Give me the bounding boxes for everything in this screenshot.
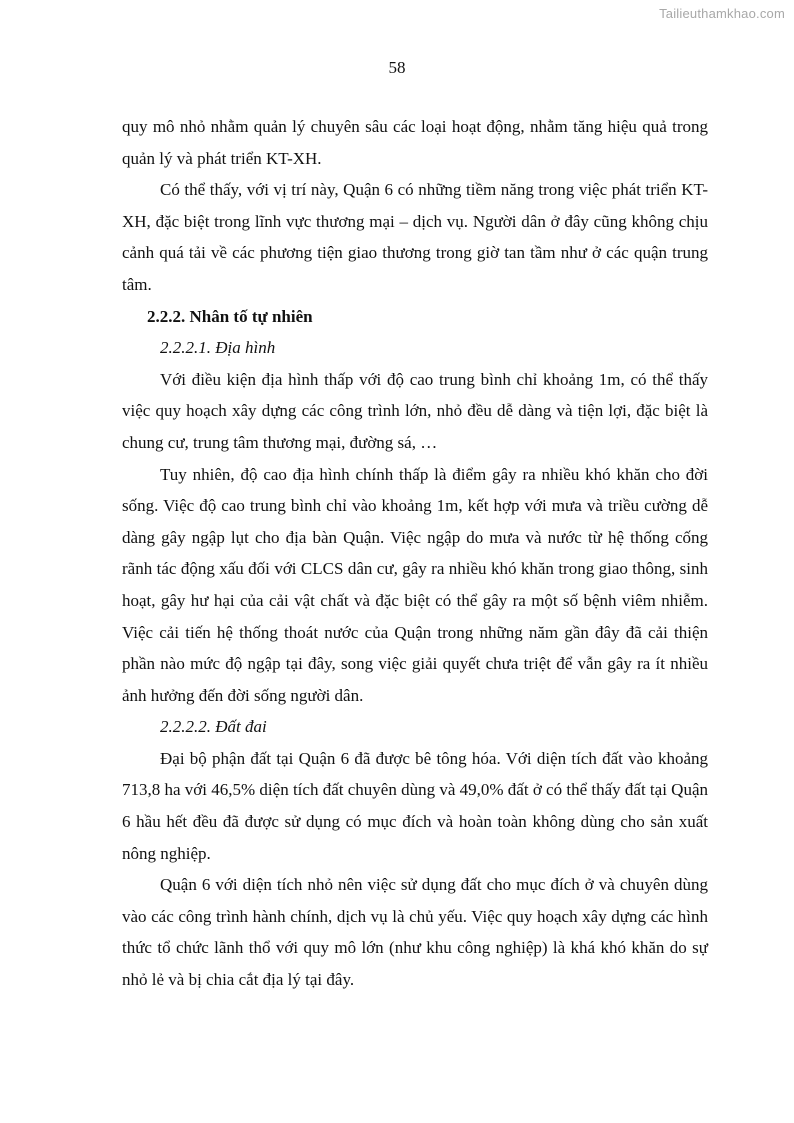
page-number: 58: [388, 58, 406, 77]
section-heading: 2.2.2. Nhân tố tự nhiên: [147, 306, 313, 326]
subsection-heading: 2.2.2.2. Đất đai: [160, 717, 267, 737]
paragraph-continued: quy mô nhỏ nhằm quản lý chuyên sâu các loại hoạt động, nhằm tăng hiệu quả trong quản lý và phát triển KT-XH.: [122, 117, 708, 168]
paragraph: Có thể thấy, với vị trí này, Quận 6 có những tiềm năng trong việc phát triển KT-XH, đặc biệt trong lĩnh vực thương mại – dịch vụ. Người dân ở đây cũng không chịu cảnh quá tải về các phương tiện giao thương trong giờ tan tầm như ở các quận trung tâm.: [122, 180, 708, 294]
paragraph: Với điều kiện địa hình thấp với độ cao trung bình chỉ khoảng 1m, có thể thấy việc quy hoạch xây dựng các công trình lớn, nhỏ đều dễ dàng và tiện lợi, đặc biệt là chung cư, trung tâm thương mại, đường sá, …: [122, 369, 708, 452]
paragraph: Quận 6 với diện tích nhỏ nên việc sử dụng đất cho mục đích ở và chuyên dùng vào các công trình hành chính, dịch vụ là chủ yếu. Việc quy hoạch xây dựng các hình thức tổ chức lãnh thổ với quy mô lớn (như khu công nghiệp) là khá khó khăn do sự nhỏ lẻ và bị chia cắt địa lý tại đây.: [122, 875, 708, 990]
paragraph: Tuy nhiên, độ cao địa hình chính thấp là điểm gây ra nhiều khó khăn cho đời sống. Việc độ cao trung bình chỉ vào khoảng 1m, kết hợp với mưa và triều cường dễ dàng gây ngập lụt cho địa bàn Quận. Việc ngập do mưa và nước từ hệ thống cống rãnh tác động xấu đối với CLCS dân cư, gây ra nhiều khó khăn trong giao thông, sinh hoạt, gây hư hại của cải vật chất và đặc biệt có thể gây ra một số bệnh viêm nhiễm. Việc cải tiến hệ thống thoát nước của Quận trong những năm gần đây đã cải thiện phần nào mức độ ngập tại đây, song việc giải quyết chưa triệt để vẫn gây ra ít nhiều ảnh hưởng đến đời sống người dân.: [122, 464, 708, 705]
watermark: Tailieuthamkhao.com: [659, 6, 785, 21]
document-body: [122, 111, 708, 996]
paragraph: Đại bộ phận đất tại Quận 6 đã được bê tông hóa. Với diện tích đất vào khoảng 713,8 ha với 46,5% diện tích đất chuyên dùng và 49,0% đất ở có thể thấy đất tại Quận 6 hầu hết đều đã được sử dụng có mục đích và hoàn toàn không dùng cho sản xuất nông nghiệp.: [122, 748, 708, 863]
subsection-heading: 2.2.2.1. Địa hình: [160, 338, 276, 358]
